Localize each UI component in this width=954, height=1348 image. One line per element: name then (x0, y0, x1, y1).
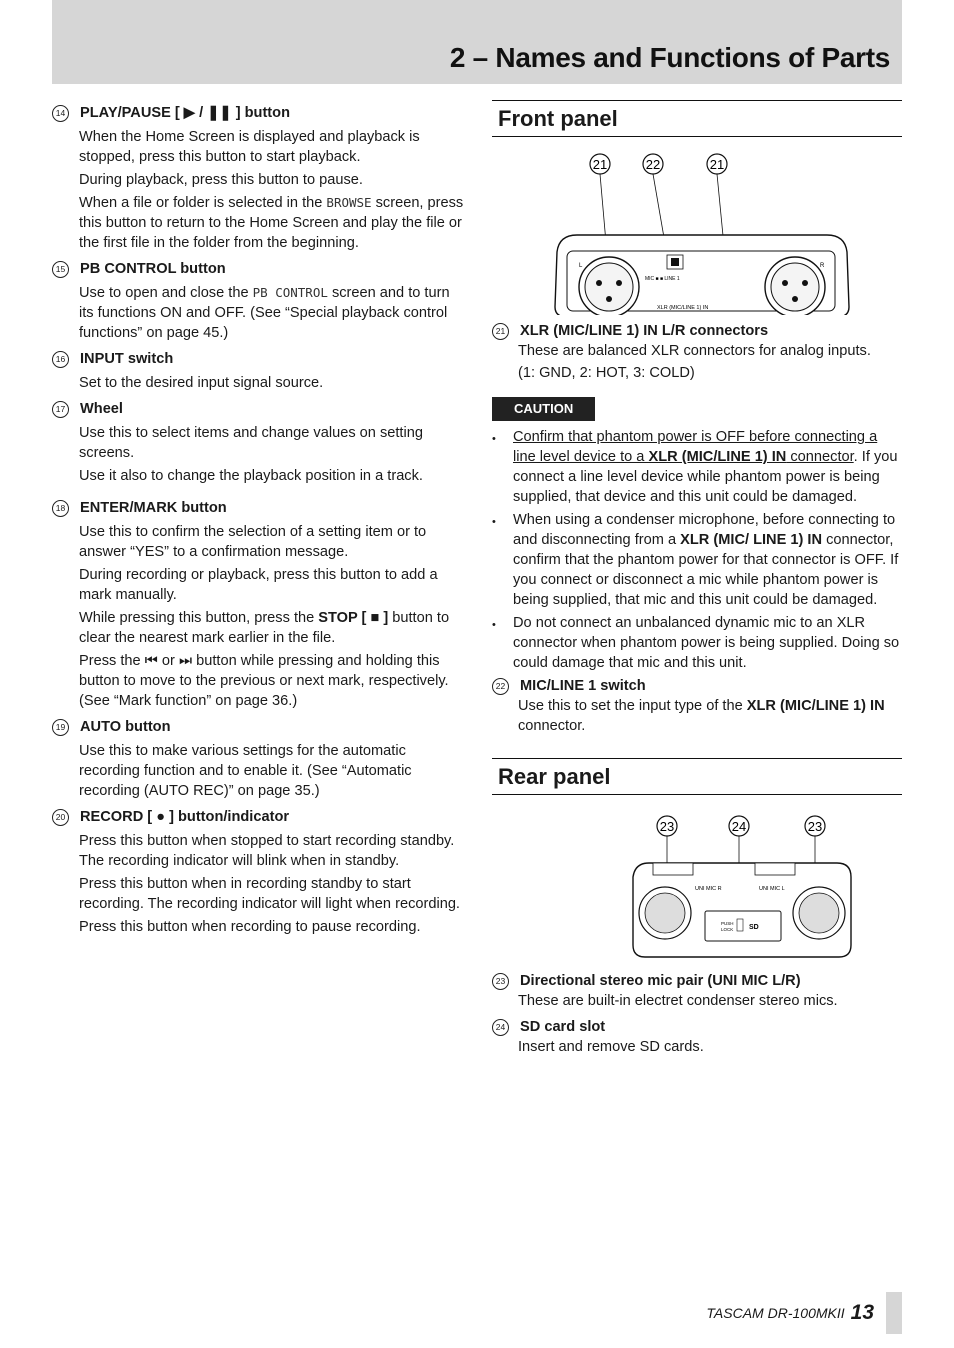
caution-list (492, 427, 902, 673)
item-text: During recording or playback, press this button to add a mark manually. (79, 567, 438, 603)
label-sd: SD (749, 924, 759, 931)
label-unimic-l: UNI MIC L (759, 886, 785, 892)
item-text: Press this button when stopped to start recording standby. The recording indicator will blink when in standby. (79, 833, 455, 869)
rear-panel-heading: Rear panel (492, 758, 902, 795)
skip-back-icon: ⏮ (144, 653, 158, 669)
item-wheel (52, 399, 464, 486)
label-unimic-r: UNI MIC R (695, 886, 722, 892)
item-title: AUTO button (80, 719, 171, 735)
item-number: 19 (52, 719, 69, 736)
item-text: When a file or folder is selected in the BROWSE screen, press this button to return to the Home Screen and play the file or the first file in the folder from the beginning. (79, 195, 464, 251)
item-play-pause (52, 103, 464, 253)
skip-forward-icon: ⏭ (178, 653, 193, 669)
page-number: 13 (850, 1301, 874, 1324)
label-switch: MIC ■ ■ LINE 1 (645, 276, 680, 282)
item-text: Press this button when in recording standby to start recording. The recording indicator will light when recording. (79, 876, 460, 912)
item-input-switch (52, 349, 464, 393)
item-number: 24 (492, 1019, 509, 1036)
caution-item: • Do not connect an unbalanced dynamic mic to an XLR connector when phantom power is being supplied. Doing so could damage that mic and this unit. (492, 613, 902, 673)
right-column (492, 100, 902, 1059)
item-title: Directional stereo mic pair (UNI MIC L/R) (520, 973, 801, 989)
item-title: SD card slot (520, 1019, 606, 1035)
item-sd-slot (492, 1017, 902, 1057)
callout-21b: 21 (709, 157, 725, 172)
item-title: INPUT switch (80, 351, 174, 367)
item-text: Use this to set the input type of the XLR (MIC/LINE 1) IN connector. (518, 698, 885, 734)
item-title: MIC/LINE 1 switch (520, 678, 646, 694)
front-panel-illustration (537, 137, 857, 315)
front-panel-heading: Front panel (492, 100, 902, 137)
caution-item: • When using a condenser microphone, before connecting to and disconnecting from a XLR (MIC/ LINE 1) IN connector, confirm that the phantom power for that connector is OFF. If you connect or disconnect a mic while phantom power is being supplied, that mic and this unit could be damaged. (492, 510, 902, 610)
page-header (52, 0, 902, 84)
item-title: RECORD [ ● ] button/indicator (80, 809, 290, 825)
label-xlr: XLR (MIC/LINE 1) IN (657, 305, 709, 311)
label-lock: LOCK (721, 927, 734, 932)
item-number: 23 (492, 973, 509, 990)
item-number: 22 (492, 678, 509, 695)
label-l: L (579, 263, 583, 269)
item-text: Use this to select items and change values on setting screens. (79, 425, 423, 461)
item-title: PB CONTROL button (80, 261, 226, 277)
item-title: PLAY/PAUSE [ ▶ / ❚❚ ] button (80, 105, 290, 121)
footer-tab (886, 1292, 902, 1334)
item-title: Wheel (80, 401, 123, 417)
item-number: 18 (52, 500, 69, 517)
callout-23b: 23 (807, 819, 823, 834)
model-name: TASCAM DR-100MKII (706, 1305, 845, 1321)
item-number: 17 (52, 401, 69, 418)
item-text: Use this to confirm the selection of a setting item or to answer “YES” to a confirmation message. (79, 524, 427, 560)
label-push: PUSH (721, 921, 734, 926)
item-xlr-connectors (492, 321, 902, 383)
item-text: Use to open and close the PB CONTROL screen and to turn its functions ON and OFF. (See “Special playback control functions” on page 45.) (79, 285, 450, 341)
item-title: ENTER/MARK button (80, 500, 227, 516)
item-text: When the Home Screen is displayed and playback is stopped, press this button to start playback. (79, 129, 420, 165)
item-text: During playback, press this button to pause. (79, 172, 363, 188)
callout-22: 22 (645, 157, 661, 172)
caution-item: • Confirm that phantom power is OFF before connecting a line level device to a XLR (MIC/LINE 1) IN connector. If you connect a line level device while phantom power is being supplied, that device and this unit could be damaged. (492, 427, 902, 507)
item-text: Press this button when recording to pause recording. (79, 919, 421, 935)
item-number: 16 (52, 351, 69, 368)
item-text: Set to the desired input signal source. (79, 375, 324, 391)
item-mic-line-switch (492, 676, 902, 736)
item-text: These are built-in electret condenser stereo mics. (518, 993, 838, 1009)
callout-24: 24 (731, 819, 747, 834)
item-record (52, 807, 464, 937)
item-auto (52, 717, 464, 801)
callout-21: 21 (592, 157, 608, 172)
item-text: (1: GND, 2: HOT, 3: COLD) (518, 365, 695, 381)
callout-23: 23 (659, 819, 675, 834)
item-text: Use it also to change the playback position in a track. (79, 468, 423, 484)
label-r: R (820, 263, 825, 269)
item-uni-mic (492, 971, 902, 1011)
chapter-title: 2 – Names and Functions of Parts (449, 42, 890, 73)
item-text: While pressing this button, press the STOP [ ■ ] button to clear the nearest mark earlier in the file. (79, 610, 450, 646)
item-text: Press the ⏮ or ⏭ button while pressing and holding this button to move to the previous or next mark, respectively. (See “Mark function” on page 36.) (79, 653, 449, 709)
item-number: 14 (52, 105, 69, 122)
item-text: These are balanced XLR connectors for analog inputs. (518, 343, 871, 359)
item-number: 21 (492, 323, 509, 340)
caution-label: CAUTION (492, 397, 595, 421)
item-title: XLR (MIC/LINE 1) IN L/R connectors (520, 323, 769, 339)
item-text: Insert and remove SD cards. (518, 1039, 704, 1055)
rear-panel-illustration (537, 795, 857, 965)
item-number: 20 (52, 809, 69, 826)
item-number: 15 (52, 261, 69, 278)
item-text: Use this to make various settings for the automatic recording function and to enable it. (See “Automatic recording (AUTO REC)” on page 35.) (79, 743, 412, 799)
page-footer (706, 1292, 902, 1334)
left-column (52, 103, 464, 943)
item-pb-control (52, 259, 464, 343)
item-enter-mark (52, 498, 464, 711)
